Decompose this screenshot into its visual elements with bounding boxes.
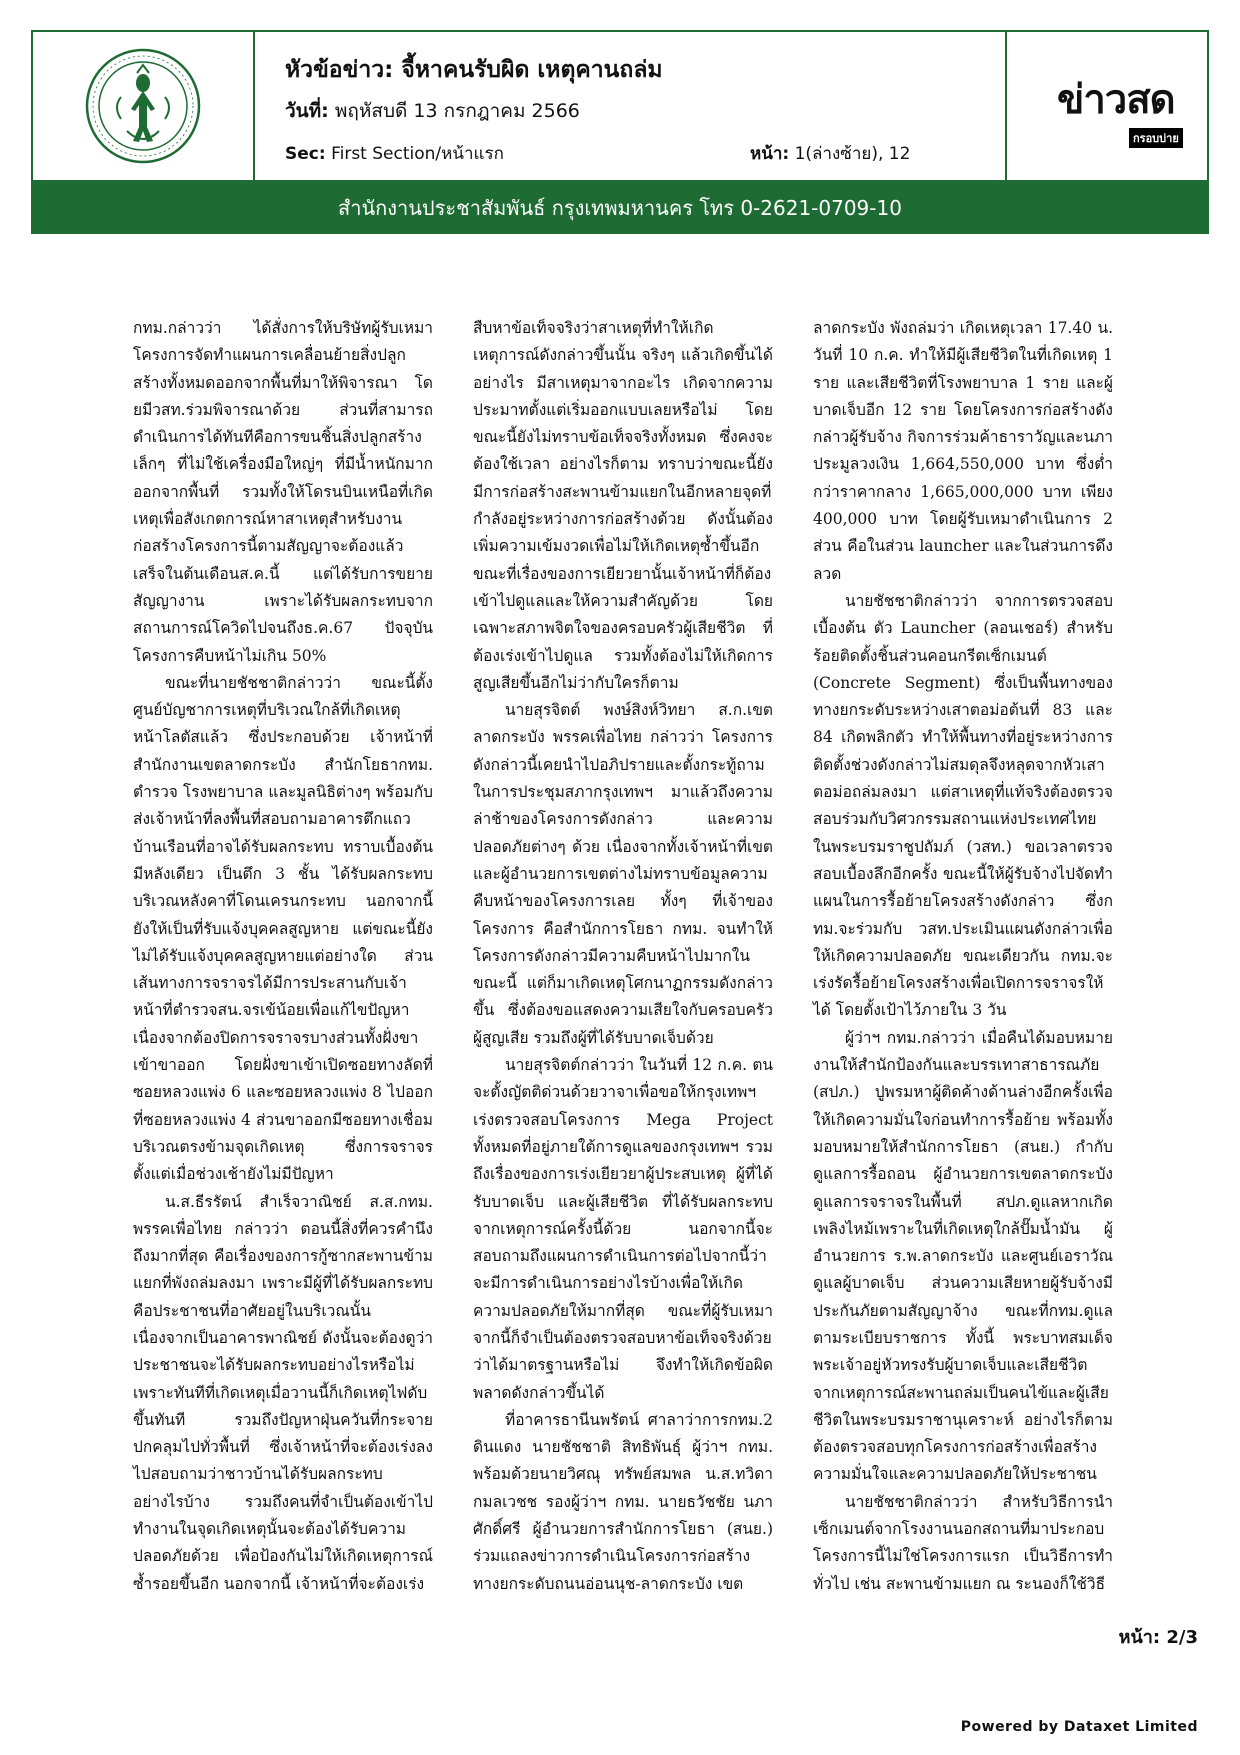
paragraph: ผู้ว่าฯ กทม.กล่าวว่า เมื่อคืนได้มอบหมายงานให้สำนักป้องกันและบรรเทาสาธารณภัย (สปภ.) ปูพรมหาผู้ติดค้างด้านล่างอีกครั้งเพื่อให้เกิดความมั่นใจก่อนทำการรื้อย้าย พร้อมทั้งมอบหมายให้สำนักการโยธา (สนย.) กำกับดูแลการรื้อถอน ผู้อำนวยการเขตลาดกระบังดูแลการจราจรในพื้นที่ สปภ.ดูแลหากเกิดเพลิงไหม้เพราะในที่เกิดเหตุใกล้ปั๊มน้ำมัน ผู้อำนวยการ ร.พ.ลาดกระบัง และศูนย์เอราวัณดูแลผู้บาดเจ็บ ส่วนความเสียหายผู้รับจ้างมีประกันภัยตามสัญญาจ้าง ขณะที่กทม.ดูแลตามระเบียบราชการ ทั้งนี้ พระบาทสมเด็จพระเจ้าอยู่หัวทรงรับผู้บาดเจ็บและเสียชีวิตจากเหตุการณ์สะพานถล่มเป็นคนไข้และผู้เสียชีวิตในพระบรมราชานุเคราะห์ อย่างไรก็ตาม ต้องตรวจสอบทุกโครงการก่อสร้างเพื่อสร้างความมั่นใจและความปลอดภัยให้ประชาชน — [813, 1028, 1113, 1484]
newspaper-brand: ข่าวสด — [1057, 77, 1175, 123]
paragraph: นายชัชชาติกล่าวว่า จากการตรวจสอบเบื้องต้น ตัว Launcher (ลอนเชอร์) สำหรับร้อยติดตั้งชิ้นส่วนคอนกรีตเซ็กเมนต์ (Concrete Segment) ซึ่งเป็นพื้นทางของทางยกระดับระหว่างเสาตอม่อต้นที่ 83 และ 84 เกิดพลิกตัว ทำให้พื้นทางที่อยู่ระหว่างการติดตั้งช่วงดังกล่าวไม่สมดุลจึงหลุดจากหัวเสาตอม่อถล่มลงมา แต่สาเหตุที่แท้จริงต้องตรวจสอบร่วมกับวิศวกรรมสถานแห่งประเทศไทยในพระบรมราชูปถัมภ์ (วสท.) ขอเวลาตรวจสอบเบื้องลึกอีกครั้ง ขณะนี้ให้ผู้รับจ้างไปจัดทำแผนในการรื้อย้ายโครงสร้างดังกล่าว ซึ่งกทม.จะร่วมกับ วสท.ประเมินแผนดังกล่าวเพื่อให้เกิดความปลอดภัย ขณะเดียวกัน กทม.จะเร่งรัดรื้อย้ายโครงสร้างเพื่อเปิดการจราจรให้ได้ โดยตั้งเป้าไว้ภายใน 3 วัน — [813, 591, 1113, 1020]
bangkok-seal-logo-icon — [83, 47, 203, 165]
brand-cell — [1005, 32, 1209, 180]
pr-office-banner: สำนักงานประชาสัมพันธ์ กรุงเทพมหานคร โทร 0-2621-0709-10 — [31, 182, 1209, 234]
article-column-2 — [473, 315, 773, 1598]
paragraph: สืบหาข้อเท็จจริงว่าสาเหตุที่ทำให้เกิดเหตุการณ์ดังกล่าวขึ้นนั้น จริงๆ แล้วเกิดขึ้นได้อย่างไร มีสาเหตุมาจากอะไร เกิดจากความประมาทตั้งแต่เริ่มออกแบบเลยหรือไม่ โดยขณะนี้ยังไม่ทราบข้อเท็จจริงทั้งหมด ซึ่งคงจะต้องใช้เวลา อย่างไรก็ตาม ทราบว่าขณะนี้ยังมีการก่อสร้างสะพานข้ามแยกในอีกหลายจุดที่กำลังอยู่ระหว่างการก่อสร้างด้วย ดังนั้นต้องเพิ่มความเข้มงวดเพื่อไม่ให้เกิดเหตุซ้ำขึ้นอีก ขณะที่เรื่องของการเยียวยานั้นเจ้าหน้าที่ก็ต้องเข้าไปดูแลและให้ความสำคัญด้วย โดยเฉพาะสภาพจิตใจของครอบครัวผู้เสียชีวิต ที่ต้องเร่งเข้าไปดูแล รวมทั้งต้องไม่ให้เกิดการสูญเสียขึ้นอีกไม่ว่ากับใครก็ตาม — [473, 319, 773, 692]
paragraph: ขณะที่นายชัชชาติกล่าวว่า ขณะนี้ตั้งศูนย์บัญชาการเหตุที่บริเวณใกล้ที่เกิดเหตุ หน้าโลตัสแล้ว ซึ่งประกอบด้วย เจ้าหน้าที่สำนักงานเขตลาดกระบัง สำนักโยธากทม. ตำรวจ โรงพยาบาล และมูลนิธิต่างๆ พร้อมกับส่งเจ้าหน้าที่ลงพื้นที่สอบถามอาคารตึกแถวบ้านเรือนที่อาจได้รับผลกระทบ ทราบเบื้องต้นมีหลังเดียว เป็นตึก 3 ชั้น ได้รับผลกระทบบริเวณหลังคาที่โดนเครนกระทบ นอกจากนี้ยังให้เป็นที่รับแจ้งบุคคลสูญหาย แต่ขณะนี้ยังไม่ได้รับแจ้งบุคคลสูญหายแต่อย่างใด ส่วนเส้นทางการจราจรได้มีการประสานกับเจ้าหน้าที่ตำรวจสน.จรเข้น้อยเพื่อแก้ไขปัญหา เนื่องจากต้องปิดการจราจรบางส่วนทั้งฝั่งขาเข้าขาออก โดยฝั่งขาเข้าเปิดซอยทางลัดที่ซอยหลวงแพ่ง 6 และซอยหลวงแพ่ง 8 ไปออกที่ซอยหลวงแพ่ง 4 ส่วนขาออกมีซอยทางเชื่อมบริเวณตรงข้ามจุดเกิดเหตุ ซึ่งการจราจรตั้งแต่เมื่อช่วงเช้ายังไม่มีปัญหา — [133, 673, 433, 1184]
article-column-1 — [133, 315, 433, 1598]
paragraph: ลาดกระบัง พังถล่มว่า เกิดเหตุเวลา 17.40 น. วันที่ 10 ก.ค. ทำให้มีผู้เสียชีวิตในที่เกิดเหตุ 1 ราย และเสียชีวิตที่โรงพยาบาล 1 ราย และผู้บาดเจ็บอีก 12 ราย โดยโครงการก่อสร้างดังกล่าวผู้รับจ้าง กิจการร่วมค้าธาราวัญและนภา ประมูลวงเงิน 1,664,550,000 บาท ซึ่งต่ำกว่าราคากลาง 1,665,000,000 บาท เพียง 400,000 บาท โดยผู้รับเหมาดำเนินการ 2 ส่วน คือในส่วน launcher และในส่วนการดึงลวด — [813, 319, 1113, 583]
header-info — [255, 32, 1005, 180]
edition-badge: กรอบบ่าย — [1129, 128, 1183, 148]
paragraph: กทม.กล่าวว่า ได้สั่งการให้บริษัทผู้รับเหมาโครงการจัดทำแผนการเคลื่อนย้ายสิ่งปลูกสร้างทั้งหมดออกจากพื้นที่มาให้พิจารณา โดยมีวสท.ร่วมพิจารณาด้วย ส่วนที่สามารถดำเนินการได้ทันทีคือการขนชิ้นสิ่งปลูกสร้างเล็กๆ ที่ไม่ใช้เครื่องมือใหญ่ๆ ที่มีน้ำหนักมากออกจากพื้นที่ รวมทั้งให้โดรนบินเหนือที่เกิดเหตุเพื่อสังเกตการณ์หาสาเหตุสำหรับงานก่อสร้างโครงการนี้ตามสัญญาจะต้องแล้วเสร็จในต้นเดือนส.ค.นี้ แต่ได้รับการขยายสัญญางาน เพราะได้รับผลกระทบจากสถานการณ์โควิดไปจนถึงธ.ค.67 ปัจจุบันโครงการคืบหน้าไม่เกิน 50% — [133, 319, 433, 665]
paragraph: นายชัชชาติกล่าวว่า สำหรับวิธีการนำเซ็กเมนต์จากโรงงานนอกสถานที่มาประกอบโครงการนี้ไม่ใช่โครงการแรก เป็นวิธีการทำทั่วไป เช่น สะพานข้ามแยก ณ ระนองก็ใช้วิธี — [813, 1492, 1113, 1593]
paragraph: น.ส.ธีรรัตน์ สำเร็จวาณิชย์ ส.ส.กทม. พรรคเพื่อไทย กล่าวว่า ตอนนี้สิ่งที่ควรคำนึงถึงมากที่สุด คือเรื่องของการกู้ซากสะพานข้ามแยกที่พังถล่มลงมา เพราะมีผู้ที่ได้รับผลกระทบคือประชาชนที่อาศัยอยู่ในบริเวณนั้น เนื่องจากเป็นอาคารพาณิชย์ ดังนั้นจะต้องดูว่าประชาชนจะได้รับผลกระทบอย่างไรหรือไม่ เพราะทันทีที่เกิดเหตุเมื่อวานนี้ก็เกิดเหตุไฟดับขึ้นทันที รวมถึงปัญหาฝุ่นควันที่กระจายปกคลุมไปทั่วพื้นที่ ซึ่งเจ้าหน้าที่จะต้องเร่งลงไปสอบถามว่าชาวบ้านได้รับผลกระทบอย่างไรบ้าง รวมถึงคนที่จำเป็นต้องเข้าไปทำงานในจุดเกิดเหตุนั้นจะต้องได้รับความปลอดภัยด้วย เพื่อป้องกันไม่ให้เกิดเหตุการณ์ซ้ำรอยขึ้นอีก นอกจากนี้ เจ้าหน้าที่จะต้องเร่ง — [133, 1192, 433, 1593]
paragraph: นายสุรจิตต์กล่าวว่า ในวันที่ 12 ก.ค. ตนจะตั้งญัตติด่วนด้วยวาจาเพื่อขอให้กรุงเทพฯเร่งตรวจสอบโครงการ Mega Project ทั้งหมดที่อยู่ภายใต้การดูแลของกรุงเทพฯ รวมถึงเรื่องของการเร่งเยียวยาผู้ประสบเหตุ ผู้ที่ได้รับบาดเจ็บ และผู้เสียชีวิต ที่ได้รับผลกระทบจากเหตุการณ์ครั้งนี้ด้วย นอกจากนี้จะสอบถามถึงแผนการดำเนินการต่อไปจากนี้ว่าจะมีการดำเนินการอย่างไรบ้างเพื่อให้เกิดความปลอดภัยให้มากที่สุด ขณะที่ผู้รับเหมาจากนี้ก็จำเป็นต้องตรวจสอบหาข้อเท็จจริงด้วยว่าได้มาตรฐานหรือไม่ จึงทำให้เกิดข้อผิดพลาดดังกล่าวขึ้นได้ — [473, 1056, 773, 1402]
page-number: หน้า: 2/3 — [1118, 1627, 1198, 1648]
section-line: Sec: First Section/หน้าแรก — [285, 144, 504, 164]
paragraph: ที่อาคารธานีนพรัตน์ ศาลาว่าการกทม.2 ดินแดง นายชัชชาติ สิทธิพันธุ์ ผู้ว่าฯ กทม. พร้อมด้วยนายวิศณุ ทรัพย์สมพล น.ส.ทวิดา กมลเวชช รองผู้ว่าฯ กทม. นายธวัชชัย นภาศักดิ์ศรี ผู้อำนวยการสำนักการโยธา (สนย.) ร่วมแถลงข่าวการดำเนินโครงการก่อสร้างทางยกระดับถนนอ่อนนุช-ลาดกระบัง เขต — [473, 1410, 773, 1593]
date-line: วันที่: พฤหัสบดี 13 กรกฎาคม 2566 — [285, 100, 580, 122]
article-column-3 — [813, 315, 1113, 1598]
logo-cell — [33, 32, 255, 180]
headline: หัวข้อข่าว: จี้หาคนรับผิด เหตุคานถล่ม — [285, 57, 663, 83]
paragraph: นายสุรจิตต์ พงษ์สิงห์วิทยา ส.ก.เขตลาดกระบัง พรรคเพื่อไทย กล่าวว่า โครงการดังกล่าวนี้เคยนำไปอภิปรายและตั้งกระทู้ถามในการประชุมสภากรุงเทพฯ มาแล้วถึงความล่าช้าของโครงการดังกล่าว และความปลอดภัยต่างๆ ด้วย เนื่องจากทั้งเจ้าหน้าที่เขตและผู้อำนวยการเขตต่างไม่ทราบข้อมูลความคืบหน้าของโครงการเลย ทั้งๆ ที่เจ้าของโครงการ คือสำนักการโยธา กทม. จนทำให้โครงการดังกล่าวมีความคืบหน้าไปมากในขณะนี้ แต่ก็มาเกิดเหตุโศกนาฏกรรมดังกล่าวขึ้น ซึ่งต้องขอแสดงความเสียใจกับครอบครัวผู้สูญเสีย รวมถึงผู้ที่ได้รับบาดเจ็บด้วย — [473, 701, 773, 1047]
powered-by-footer: Powered by Dataxet Limited — [960, 1719, 1198, 1735]
page-line: หน้า: 1(ล่างซ้าย), 12 — [750, 144, 911, 164]
news-header — [31, 30, 1209, 182]
